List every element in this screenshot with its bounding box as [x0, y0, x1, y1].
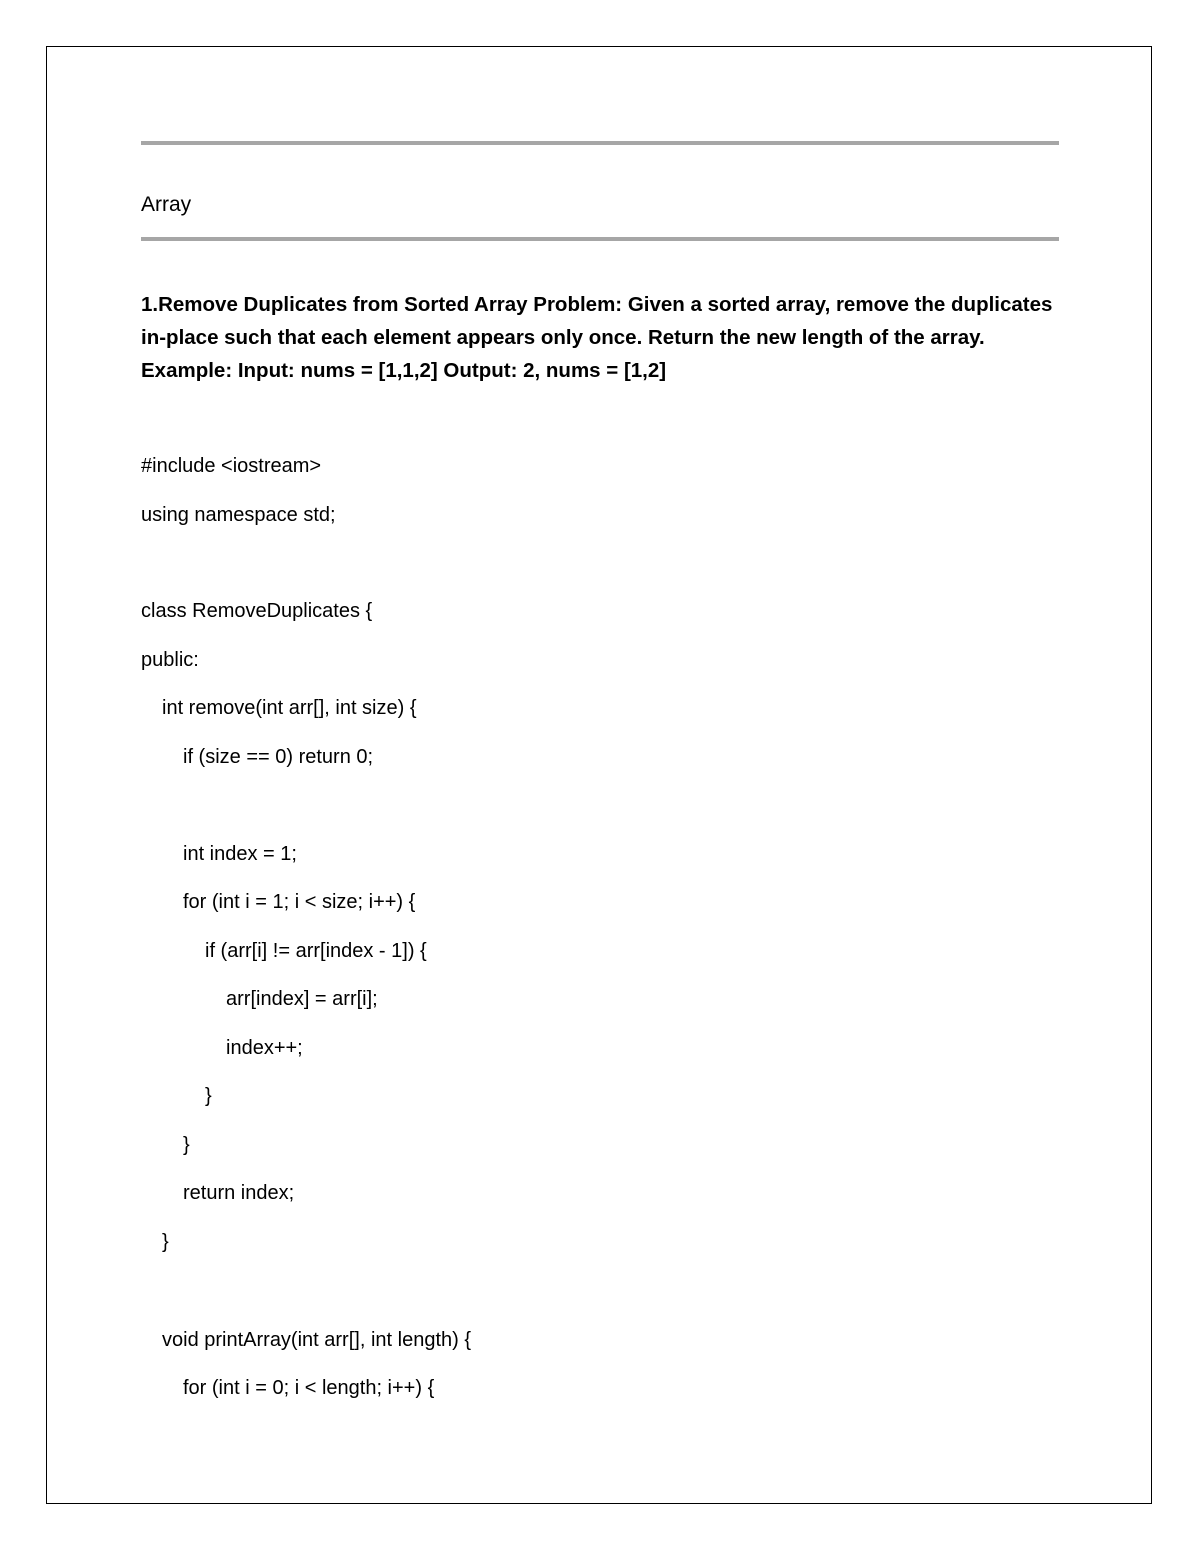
- code-line: #include <iostream>: [141, 455, 322, 477]
- problem-line: Example: Input: nums = [1,1,2] Output: 2, nums = [1,2]: [141, 359, 667, 382]
- horizontal-rule-bottom: [141, 237, 1059, 241]
- problem-line: in-place such that each element appears only once. Return the new length of the array.: [141, 326, 985, 349]
- code-line: class RemoveDuplicates {: [141, 600, 373, 622]
- code-line: index++;: [226, 1037, 303, 1059]
- code-line: for (int i = 1; i < size; i++) {: [183, 891, 416, 913]
- code-line: }: [183, 1134, 190, 1156]
- code-line: public:: [141, 649, 199, 671]
- code-line: void printArray(int arr[], int length) {: [162, 1329, 472, 1351]
- code-line: arr[index] = arr[i];: [226, 988, 378, 1010]
- horizontal-rule-top: [141, 141, 1059, 145]
- code-line: int index = 1;: [183, 843, 297, 865]
- code-line: if (arr[i] != arr[index - 1]) {: [205, 940, 427, 962]
- code-line: return index;: [183, 1182, 295, 1204]
- problem-line: 1.Remove Duplicates from Sorted Array Problem: Given a sorted array, remove the duplicates: [141, 293, 1053, 316]
- code-line: int remove(int arr[], int size) {: [162, 697, 417, 719]
- code-line: using namespace std;: [141, 504, 336, 526]
- problem-statement: [141, 288, 1061, 387]
- code-line: }: [162, 1231, 169, 1253]
- code-line: if (size == 0) return 0;: [183, 746, 374, 768]
- code-line: }: [205, 1085, 212, 1107]
- section-title: Array: [141, 193, 192, 216]
- code-line: for (int i = 0; i < length; i++) {: [183, 1377, 435, 1399]
- page-border: [46, 46, 1152, 1504]
